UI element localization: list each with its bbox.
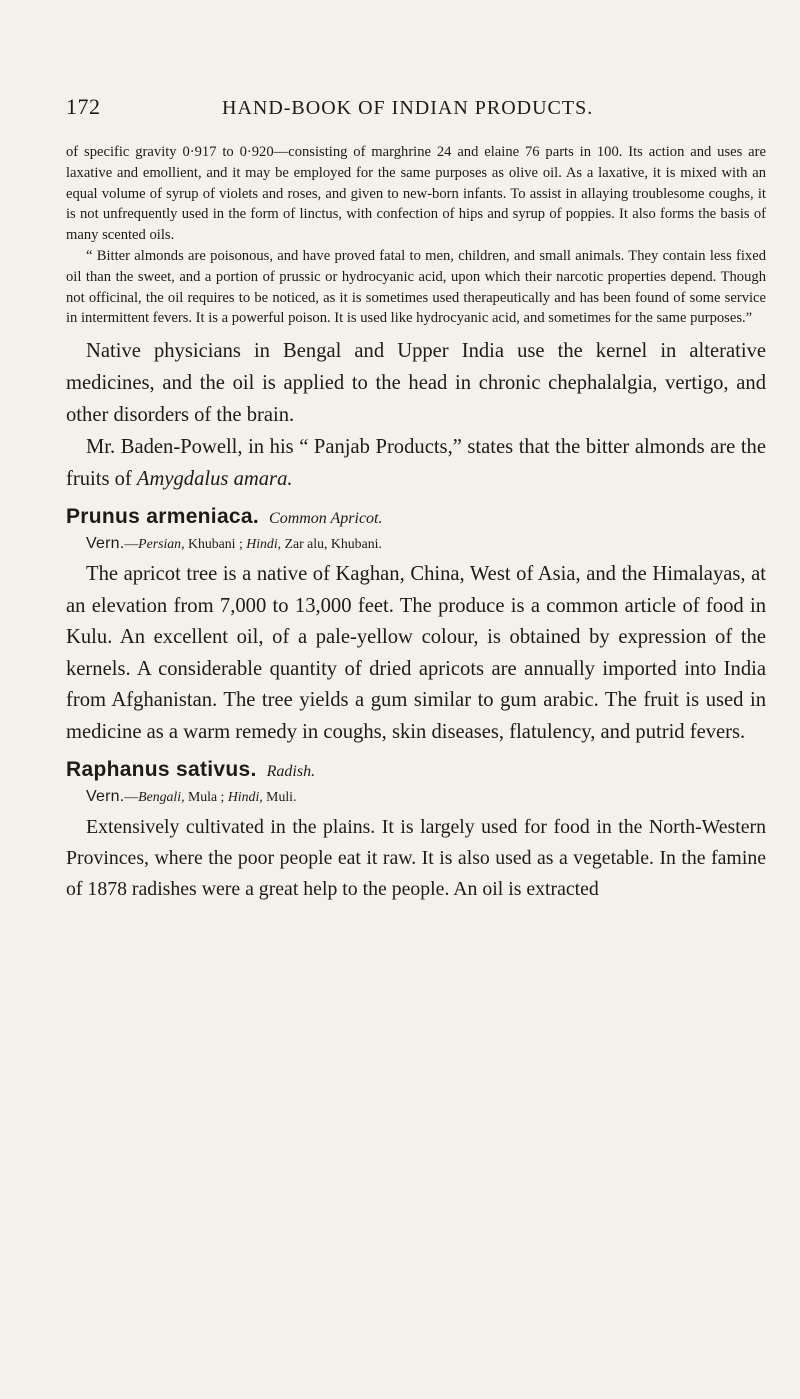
- vern-language: Persian,: [138, 536, 185, 552]
- page-number: 172: [66, 94, 101, 119]
- common-name-radish: Radish.: [266, 763, 316, 781]
- vern-names: Mula ;: [184, 789, 228, 805]
- vern-label: Vern.: [86, 788, 125, 806]
- running-title: HAND-BOOK OF INDIAN PRODUCTS.: [222, 97, 594, 119]
- paragraph-oil-properties: of specific gravity 0·917 to 0·920—consisting of marghrine 24 and elaine 76 parts in 100. Its action and uses are laxative and emollient, and it may be employed for the same purposes as olive oil. As a laxative, it is mixed with an equal volume of syrup of violets and roses, and given to new-born infants. To assist in allaying troublesome coughs, it is not unfrequently used in the form of linctus, with confection of hips and syrup of poppies. It also forms the basis of many scented oils.: [66, 144, 766, 244]
- species-name-prunus: Prunus armeniaca.: [66, 505, 260, 529]
- paragraph-baden-powell-text: Mr. Baden-Powell, in his “ Panjab Products,” states that the bitter almonds are the fruits of: [66, 436, 766, 491]
- vernacular-names-raphanus: [66, 786, 766, 808]
- species-amygdalus-amara: Amygdalus amara.: [136, 468, 293, 491]
- page-body: [66, 142, 766, 905]
- paragraph-baden-powell: [66, 431, 766, 495]
- paragraph-bitter-almonds-quote: “ Bitter almonds are poisonous, and have proved fatal to men, children, and small animals. They contain less fixed oil than the sweet, and a portion of prussic or hydrocyanic acid, upon which their narcotic properties depend. Though not officinal, the oil requires to be noticed, as it is sometimes used therapeutically and has been found of some service in intermittent fevers. It is a powerful poison. It is used like hydrocyanic acid, and sometimes for the same purposes.”: [66, 247, 766, 327]
- entry-heading-raphanus: [66, 756, 766, 786]
- paragraph-radish: Extensively cultivated in the plains. It is largely used for food in the North-Western Provinces, where the poor people eat it raw. It is also used as a vegetable. In the famine of 1878 radishes were a great help to the people. An oil is extracted: [66, 816, 766, 901]
- vern-names: Zar alu, Khubani.: [281, 536, 382, 552]
- vern-names: Muli.: [262, 789, 297, 805]
- paragraph-apricot: The apricot tree is a native of Kaghan, China, West of Asia, and the Himalayas, at an elevation from 7,000 to 13,000 feet. The produce is a common article of food in Kulu. An excellent oil, of a pale-yellow colour, is obtained by expression of the kernels. A considerable quantity of dried apricots are annually imported into India from Afghanistan. The tree yields a gum similar to gum arabic. The fruit is used in medicine as a warm remedy in coughs, skin diseases, flatulency, and putrid fevers.: [66, 563, 766, 743]
- vernacular-names-prunus: [66, 533, 766, 555]
- vern-language: Hindi,: [227, 789, 263, 805]
- vern-language: Hindi,: [246, 536, 282, 552]
- entry-heading-prunus: [66, 503, 766, 533]
- common-name-apricot: Common Apricot.: [269, 510, 383, 528]
- running-header: [66, 94, 766, 124]
- vern-names: Khubani ;: [184, 536, 247, 552]
- vern-dash: —: [124, 536, 139, 552]
- paragraph-native-physicians: Native physicians in Bengal and Upper India use the kernel in alterative medicines, and the oil is applied to the head in chronic chephalalgia, vertigo, and other disorders of the brain.: [66, 340, 766, 427]
- vern-dash: —: [124, 789, 139, 805]
- vern-language: Bengali,: [138, 789, 185, 805]
- vern-label: Vern.: [86, 535, 125, 553]
- species-name-raphanus: Raphanus sativus.: [66, 758, 257, 782]
